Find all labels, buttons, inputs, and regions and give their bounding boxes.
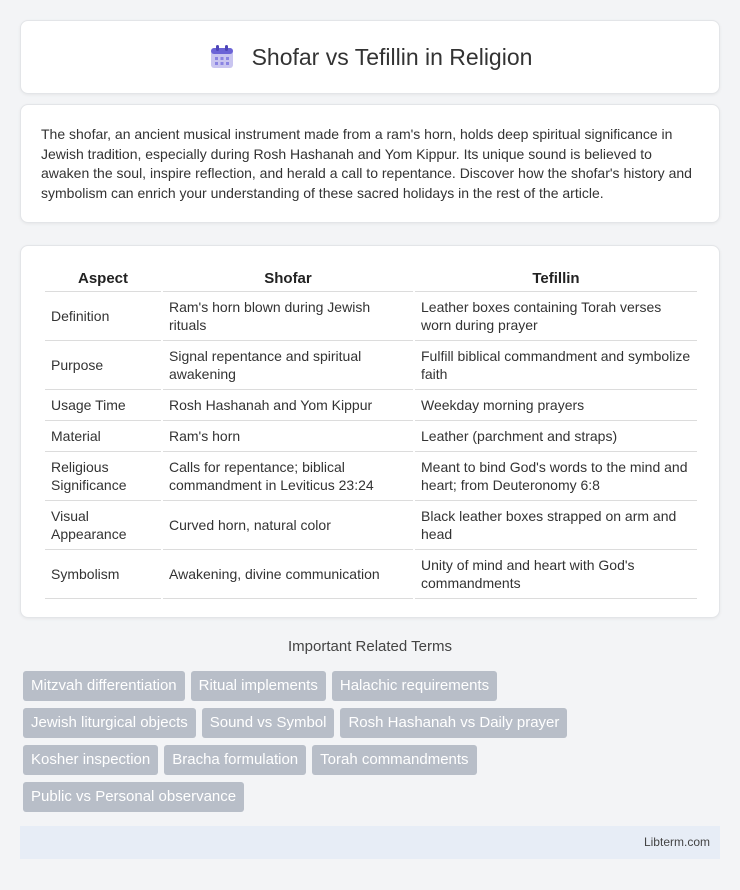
header-card (20, 20, 720, 94)
calendar-icon (208, 43, 236, 71)
related-term-tag[interactable]: Torah commandments (312, 745, 476, 775)
related-term-tag[interactable]: Public vs Personal observance (23, 782, 244, 812)
footer (20, 826, 720, 859)
cell-aspect: Religious Significance (45, 452, 161, 501)
header-tefillin: Tefillin (415, 268, 697, 292)
tag-row (23, 745, 723, 775)
header-aspect: Aspect (45, 268, 161, 292)
cell-shofar: Ram's horn blown during Jewish rituals (163, 292, 413, 341)
related-term-tag[interactable]: Halachic requirements (332, 671, 497, 701)
intro-paragraph: The shofar, an ancient musical instrument made from a ram's horn, holds deep spiritual significance in Jewish tradition, especially during Rosh Hashanah and Yom Kippur. Its unique sound is believed to awaken the soul, inspire reflection, and herald a call to repentance. Discover how the shofar's history and symbolism can enrich your understanding of these sacred holidays in the rest of the article. (41, 126, 692, 201)
cell-aspect: Purpose (45, 341, 161, 390)
header-shofar: Shofar (163, 268, 413, 292)
related-term-tag[interactable]: Jewish liturgical objects (23, 708, 196, 738)
cell-shofar: Curved horn, natural color (163, 501, 413, 550)
title-wrap (208, 43, 533, 71)
related-terms-tags (23, 671, 723, 819)
cell-shofar: Signal repentance and spiritual awakening (163, 341, 413, 390)
cell-tefillin: Black leather boxes strapped on arm and head (415, 501, 697, 550)
cell-shofar: Awakening, divine communication (163, 550, 413, 599)
related-term-tag[interactable]: Sound vs Symbol (202, 708, 335, 738)
cell-tefillin: Leather boxes containing Torah verses worn during prayer (415, 292, 697, 341)
comparison-table (43, 268, 699, 599)
related-term-tag[interactable]: Ritual implements (191, 671, 326, 701)
cell-tefillin: Weekday morning prayers (415, 390, 697, 421)
tag-row (23, 782, 723, 812)
tag-row (23, 708, 723, 738)
cell-shofar: Ram's horn (163, 421, 413, 452)
cell-tefillin: Unity of mind and heart with God's commandments (415, 550, 697, 599)
table-header-row (45, 268, 697, 292)
related-term-tag[interactable]: Rosh Hashanah vs Daily prayer (340, 708, 567, 738)
cell-aspect: Material (45, 421, 161, 452)
table-row (45, 390, 697, 421)
comparison-table-card (20, 245, 720, 618)
table-row (45, 292, 697, 341)
cell-aspect: Visual Appearance (45, 501, 161, 550)
cell-shofar: Calls for repentance; biblical commandment in Leviticus 23:24 (163, 452, 413, 501)
table-row (45, 550, 697, 599)
tag-row (23, 671, 723, 701)
table-row (45, 501, 697, 550)
page-title: Shofar vs Tefillin in Religion (251, 43, 533, 70)
intro-card (20, 104, 720, 223)
cell-shofar: Rosh Hashanah and Yom Kippur (163, 390, 413, 421)
related-terms-title: Important Related Terms (288, 638, 452, 655)
cell-tefillin: Meant to bind God's words to the mind and heart; from Deuteronomy 6:8 (415, 452, 697, 501)
related-term-tag[interactable]: Mitzvah differentiation (23, 671, 185, 701)
table-row (45, 452, 697, 501)
table-row (45, 421, 697, 452)
cell-tefillin: Leather (parchment and straps) (415, 421, 697, 452)
cell-aspect: Symbolism (45, 550, 161, 599)
cell-tefillin: Fulfill biblical commandment and symbolize faith (415, 341, 697, 390)
table-row (45, 341, 697, 390)
footer-site-link[interactable]: Libterm.com (643, 835, 710, 849)
cell-aspect: Usage Time (45, 390, 161, 421)
related-term-tag[interactable]: Kosher inspection (23, 745, 158, 775)
related-term-tag[interactable]: Bracha formulation (164, 745, 306, 775)
cell-aspect: Definition (45, 292, 161, 341)
